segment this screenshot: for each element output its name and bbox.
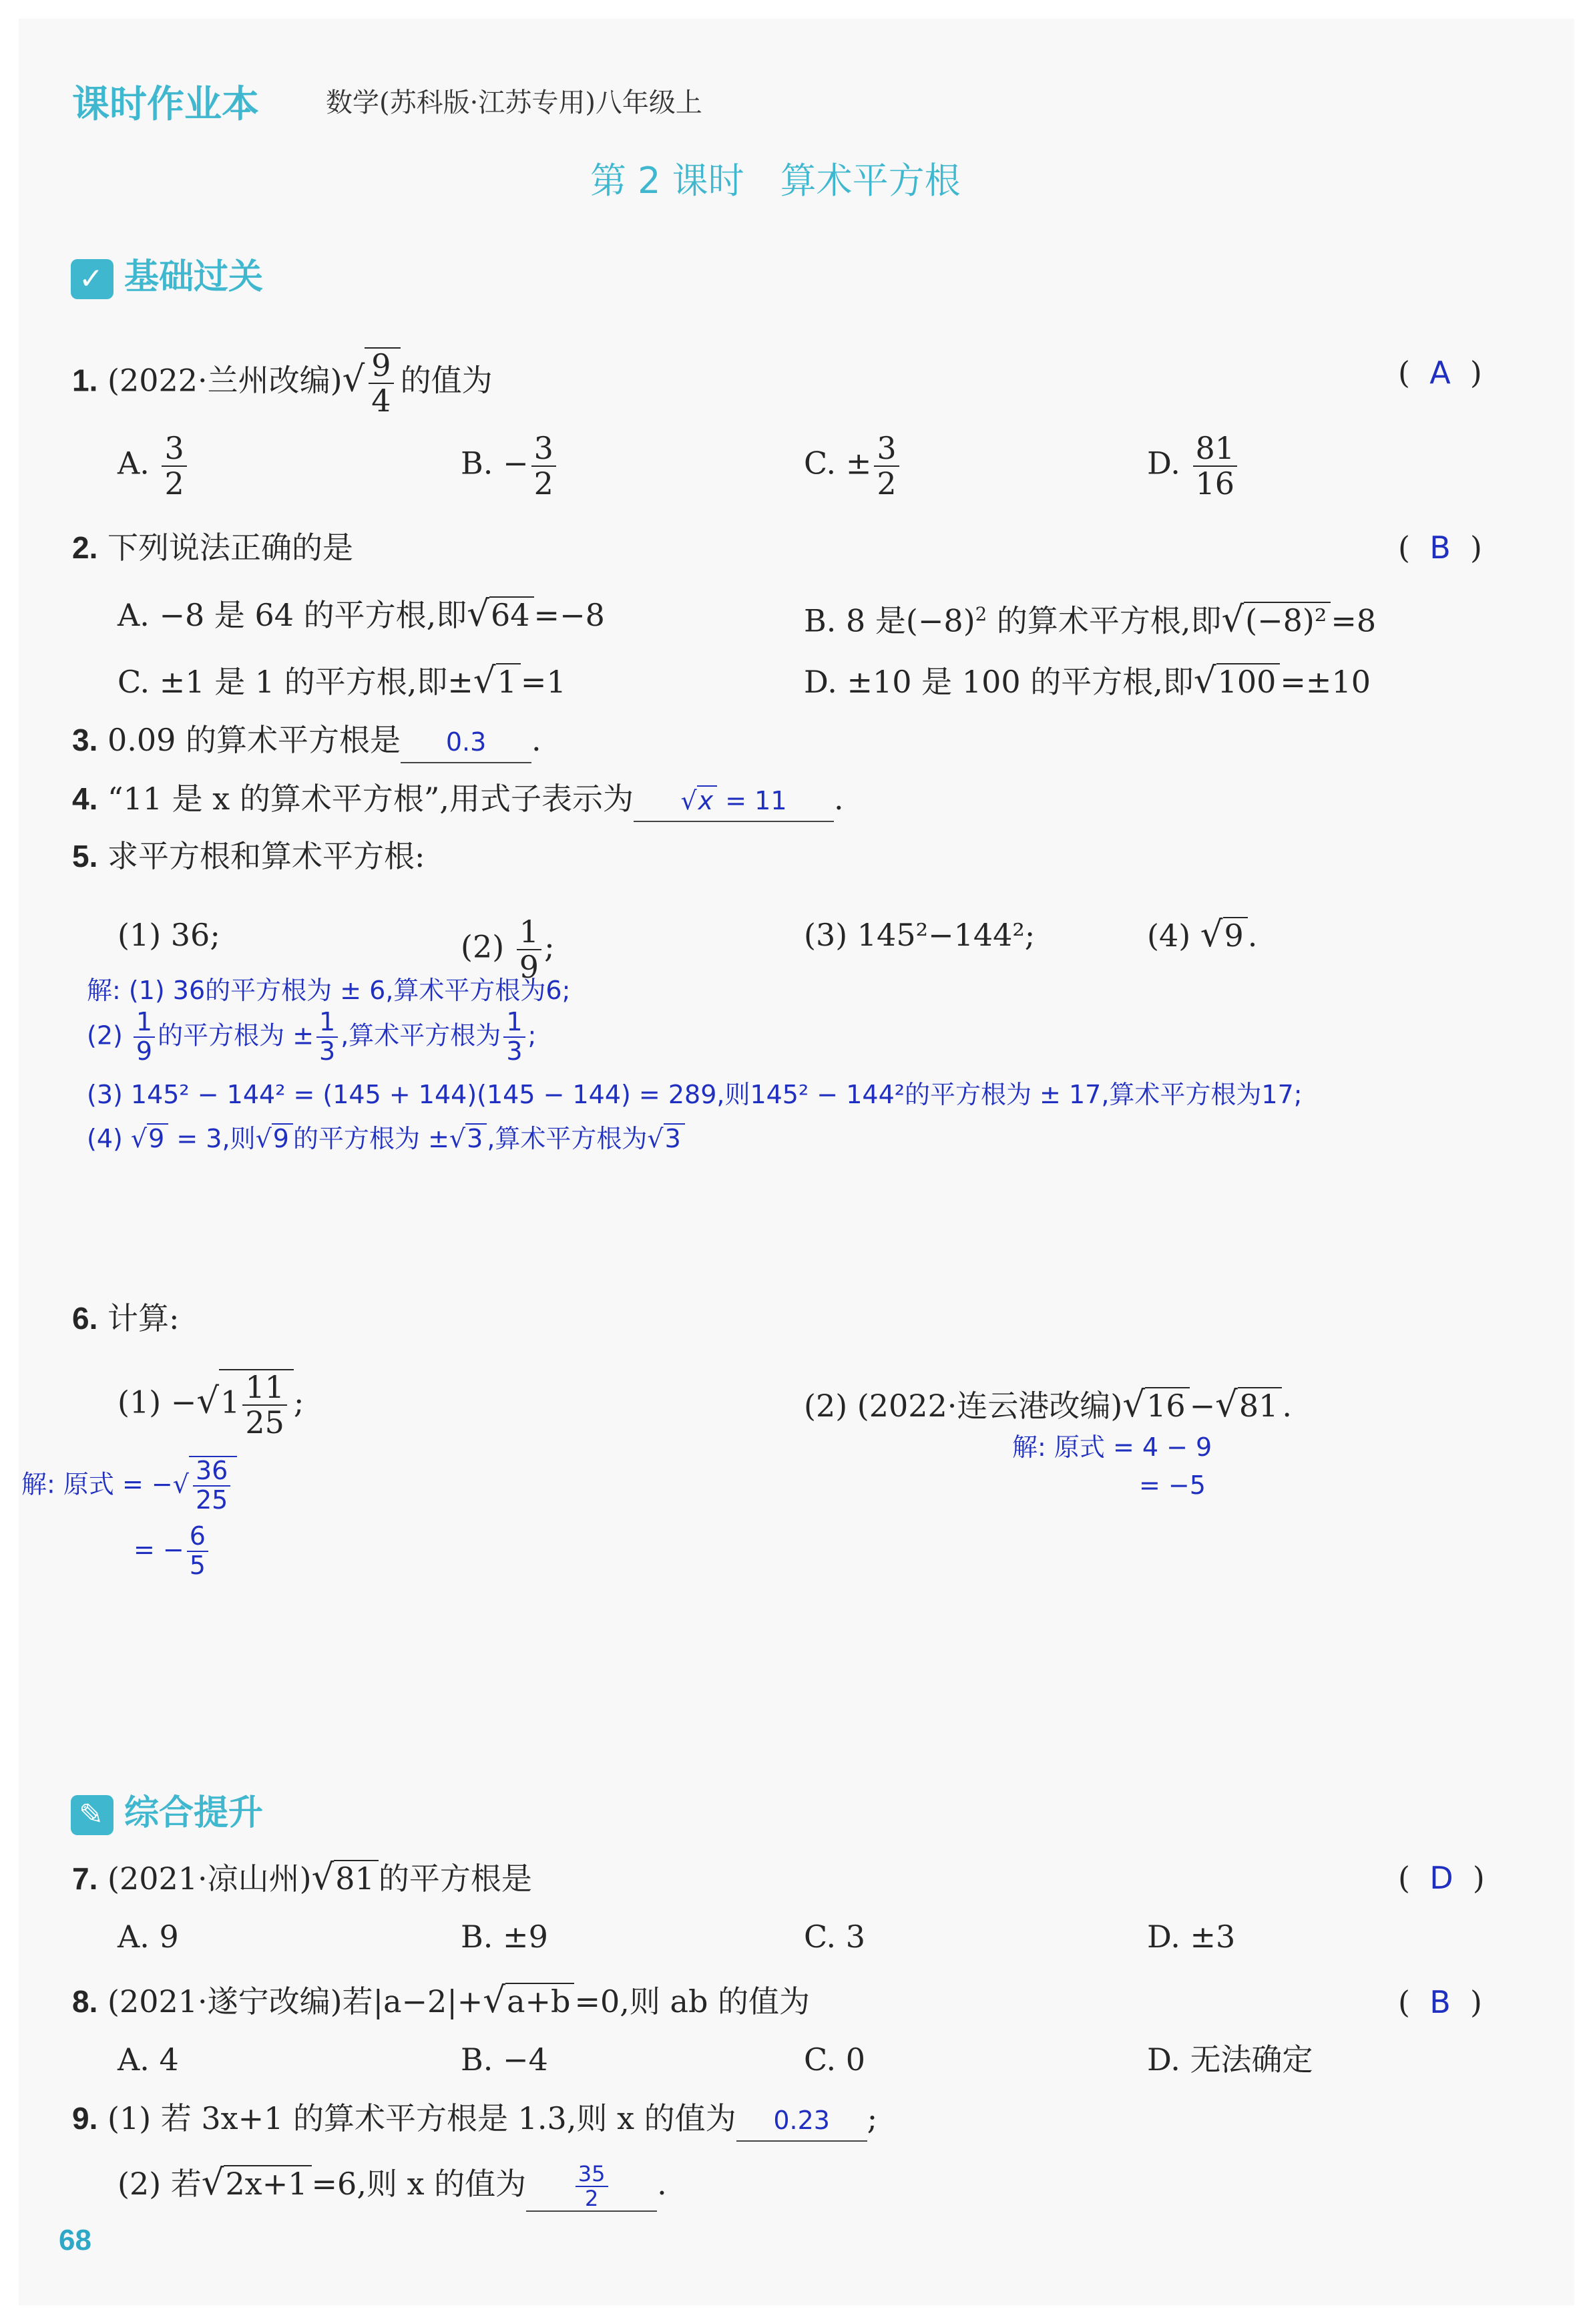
q8-option-a: A. 4 (118, 2042, 179, 2078)
question-7: 7. (2021·凉山州)√81 的平方根是 (72, 1857, 532, 1898)
q1-option-a: A. $\frac{3}{2}$ (118, 431, 190, 500)
q2-option-a: A. −8 是 64 的平方根,即√64 =−8 (118, 594, 605, 634)
answer-9-2: $\frac{35}{2}$ (576, 2162, 608, 2210)
question-8: 8. (2021·遂宁改编)若|a−2|+√a+b =0,则 ab 的值为 (72, 1980, 811, 2021)
question-2: 2. 下列说法正确的是 (72, 530, 353, 566)
q1-option-b: B. − $\frac{3}{2}$ (461, 431, 559, 500)
header-logo (72, 75, 259, 128)
q5-part-4: (4) √9 . (1147, 914, 1258, 955)
q2-option-c: C. ±1 是 1 的平方根,即±√1 =1 (118, 660, 566, 701)
answer-3: 0.3 (445, 727, 487, 757)
pencil-icon: ✎ (71, 1795, 113, 1835)
q7-option-b: B. ±9 (461, 1919, 548, 1955)
answer-8: B (1429, 1984, 1451, 2020)
q6-solution-2-line-2: = −5 (1139, 1471, 1206, 1500)
q8-option-d: D. 无法确定 (1147, 2042, 1313, 2078)
check-icon: ✓ (71, 259, 113, 299)
q6-solution-1: 解: 原式 = −√ $\frac{36}{25}$ (21, 1456, 237, 1515)
q6-part-2: (2) (2022·连云港改编)√16 −√81 . (804, 1384, 1293, 1425)
answer-bracket-7: ( D ) (1398, 1860, 1485, 1896)
answer-7: D (1429, 1860, 1453, 1896)
answer-4: √x = 11 (680, 786, 787, 815)
q6-solution-1-line-2: = − $\frac{6}{5}$ (134, 1523, 211, 1580)
q8-option-b: B. −4 (461, 2042, 548, 2078)
q2-option-d: D. ±10 是 100 的平方根,即√100 =±10 (804, 660, 1371, 701)
q6-part-1: (1) −√1 $\frac{11}{25}$ ; (118, 1369, 304, 1440)
q5-part-1: (1) 36; (118, 917, 220, 953)
answer-9-1: 0.23 (773, 2106, 830, 2135)
q9-part-2: (2) 若√2x+1 =6,则 x 的值为 $\frac{35}{2}$ . (118, 2161, 667, 2212)
q5-part-3: (3) 145²−144²; (804, 917, 1036, 953)
question-9: 9. (1) 若 3x+1 的算术平方根是 1.3,则 x 的值为 0.23 ; (72, 2098, 877, 2142)
question-3: 3. 0.09 的算术平方根是 0.3 . (72, 720, 541, 763)
page-number: 68 (59, 2224, 91, 2257)
q8-option-c: C. 0 (804, 2042, 866, 2078)
answer-bracket-2: ( B ) (1398, 530, 1482, 566)
q5-part-2: (2) $\frac{1}{9}$ ; (461, 914, 555, 985)
q2-option-b: B. 8 是$(-8)^2$ 的算术平方根,即√(−8)² =8 (804, 599, 1377, 640)
book-title: 数学(苏科版·江苏专用)八年级上 (326, 87, 702, 118)
q5-solution-2: (2) $\frac{1}{9}$ 的平方根为 ± $\frac{1}{3}$ ,算术平方根为 $\frac{1}{3}$ ; (87, 1007, 537, 1066)
question-1: 1. (2022·兰州改编)√ $\frac{9}{4}$ 的值为 (72, 347, 493, 419)
q5-solution-4: (4) √9 = 3,则√9 的平方根为 ±√3 ,算术平方根为√3 (87, 1118, 685, 1155)
q7-option-d: D. ±3 (1147, 1919, 1236, 1955)
q6-solution-2: 解: 原式 = 4 − 9 (1012, 1432, 1212, 1462)
answer-bracket-8: ( B ) (1398, 1984, 1482, 2020)
q5-solution-1: 解: (1) 36的平方根为 ± 6,算术平方根为6; (87, 976, 571, 1005)
q5-solution-3: (3) 145² − 144² = (145 + 144)(145 − 144) = 289,则145² − 144²的平方根为 ± 17,算术平方根为17; (87, 1080, 1303, 1109)
answer-1: A (1429, 355, 1451, 391)
logo-text: 课时作业本 (72, 83, 259, 125)
answer-bracket-1: ( A ) (1398, 355, 1482, 391)
question-4: 4. “11 是 x 的算术平方根”,用式子表示为 √x = 11 . (72, 779, 844, 822)
q7-option-c: C. 3 (804, 1919, 866, 1955)
question-5: 5. 求平方根和算术平方根: (72, 838, 425, 874)
q1-option-d: D. $\frac{81}{16}$ (1147, 431, 1240, 500)
answer-2: B (1429, 530, 1451, 566)
lesson-title: 第 2 课时 算术平方根 (590, 160, 961, 202)
section-basic: ✓ 基础过关 (71, 248, 263, 299)
q7-option-a: A. 9 (118, 1919, 179, 1955)
section-advanced: ✎ 综合提升 (71, 1784, 263, 1835)
q1-option-c: C. ± $\frac{3}{2}$ (804, 431, 902, 500)
question-6: 6. 计算: (72, 1300, 180, 1336)
